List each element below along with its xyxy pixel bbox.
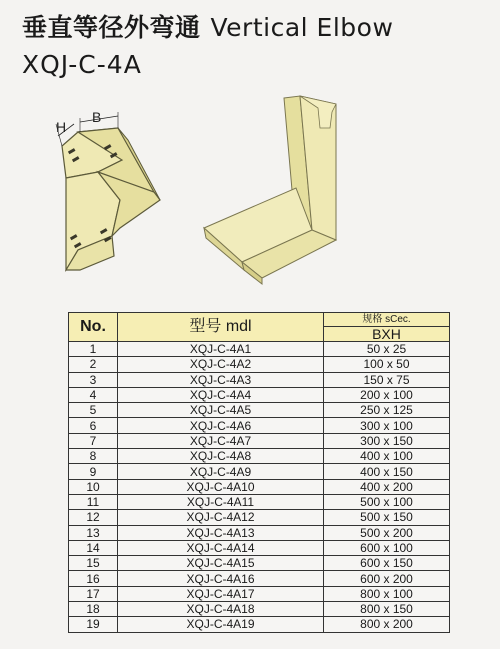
cell-model: XQJ-C-4A14 [118, 540, 324, 555]
cell-model: XQJ-C-4A6 [118, 418, 324, 433]
cell-no: 5 [69, 403, 118, 418]
cell-no: 14 [69, 540, 118, 555]
cell-size: 600 x 150 [324, 556, 450, 571]
cell-no: 15 [69, 556, 118, 571]
table-row [69, 602, 450, 617]
cell-no: 6 [69, 418, 118, 433]
cell-no: 9 [69, 464, 118, 479]
column-header-no: No. [69, 313, 118, 342]
cell-size: 500 x 200 [324, 525, 450, 540]
table-row [69, 525, 450, 540]
cell-size: 800 x 100 [324, 586, 450, 601]
cell-size: 600 x 100 [324, 540, 450, 555]
cell-size: 50 x 25 [324, 342, 450, 357]
cell-no: 11 [69, 494, 118, 509]
cell-model: XQJ-C-4A19 [118, 617, 324, 632]
cell-size: 300 x 150 [324, 433, 450, 448]
table-row [69, 342, 450, 357]
cell-model: XQJ-C-4A1 [118, 342, 324, 357]
title-english: Vertical Elbow [210, 13, 394, 42]
elbow-3d-render [204, 96, 336, 284]
cell-no: 1 [69, 342, 118, 357]
table-row [69, 571, 450, 586]
cell-model: XQJ-C-4A8 [118, 449, 324, 464]
specification-table [68, 312, 450, 633]
cell-no: 16 [69, 571, 118, 586]
cell-model: XQJ-C-4A10 [118, 479, 324, 494]
cell-model: XQJ-C-4A13 [118, 525, 324, 540]
cell-size: 300 x 100 [324, 418, 450, 433]
table-header-row [69, 313, 450, 327]
cell-model: XQJ-C-4A9 [118, 464, 324, 479]
table-row [69, 617, 450, 632]
cell-size: 600 x 200 [324, 571, 450, 586]
table-row [69, 449, 450, 464]
dimension-b-label: B [92, 109, 102, 125]
dimension-h-label: H [56, 119, 67, 135]
cell-model: XQJ-C-4A3 [118, 372, 324, 387]
cell-size: 500 x 150 [324, 510, 450, 525]
cell-size: 100 x 50 [324, 357, 450, 372]
cell-model: XQJ-C-4A16 [118, 571, 324, 586]
cell-size: 800 x 150 [324, 602, 450, 617]
cell-no: 12 [69, 510, 118, 525]
product-illustration [0, 0, 500, 300]
table-row [69, 403, 450, 418]
cell-model: XQJ-C-4A15 [118, 556, 324, 571]
cell-no: 2 [69, 357, 118, 372]
cell-no: 17 [69, 586, 118, 601]
model-code: XQJ-C-4A [22, 50, 142, 79]
table-row [69, 433, 450, 448]
table-row [69, 540, 450, 555]
table-row [69, 510, 450, 525]
cell-no: 4 [69, 387, 118, 402]
cell-no: 3 [69, 372, 118, 387]
cell-model: XQJ-C-4A12 [118, 510, 324, 525]
cell-model: XQJ-C-4A18 [118, 602, 324, 617]
cell-size: 400 x 200 [324, 479, 450, 494]
table-row [69, 372, 450, 387]
cell-size: 500 x 100 [324, 494, 450, 509]
cell-model: XQJ-C-4A5 [118, 403, 324, 418]
cell-size: 250 x 125 [324, 403, 450, 418]
cell-no: 10 [69, 479, 118, 494]
table-row [69, 494, 450, 509]
cell-no: 7 [69, 433, 118, 448]
elbow-dimension-drawing [56, 109, 160, 270]
table-row [69, 418, 450, 433]
cell-model: XQJ-C-4A2 [118, 357, 324, 372]
table-row [69, 387, 450, 402]
table-row [69, 479, 450, 494]
cell-model: XQJ-C-4A17 [118, 586, 324, 601]
cell-size: 800 x 200 [324, 617, 450, 632]
table-row [69, 556, 450, 571]
cell-size: 400 x 150 [324, 464, 450, 479]
cell-model: XQJ-C-4A4 [118, 387, 324, 402]
cell-size: 400 x 100 [324, 449, 450, 464]
cell-no: 8 [69, 449, 118, 464]
table-row [69, 464, 450, 479]
cell-model: XQJ-C-4A7 [118, 433, 324, 448]
column-header-model: 型号 mdl [118, 313, 324, 342]
cell-size: 150 x 75 [324, 372, 450, 387]
table-row [69, 357, 450, 372]
cell-no: 13 [69, 525, 118, 540]
cell-no: 18 [69, 602, 118, 617]
cell-no: 19 [69, 617, 118, 632]
title-chinese: 垂直等径外弯通 [22, 13, 201, 42]
column-header-bxh: BXH [324, 327, 450, 342]
cell-size: 200 x 100 [324, 387, 450, 402]
column-header-spec: 规格 sCec. [324, 313, 450, 327]
cell-model: XQJ-C-4A11 [118, 494, 324, 509]
table-row [69, 586, 450, 601]
